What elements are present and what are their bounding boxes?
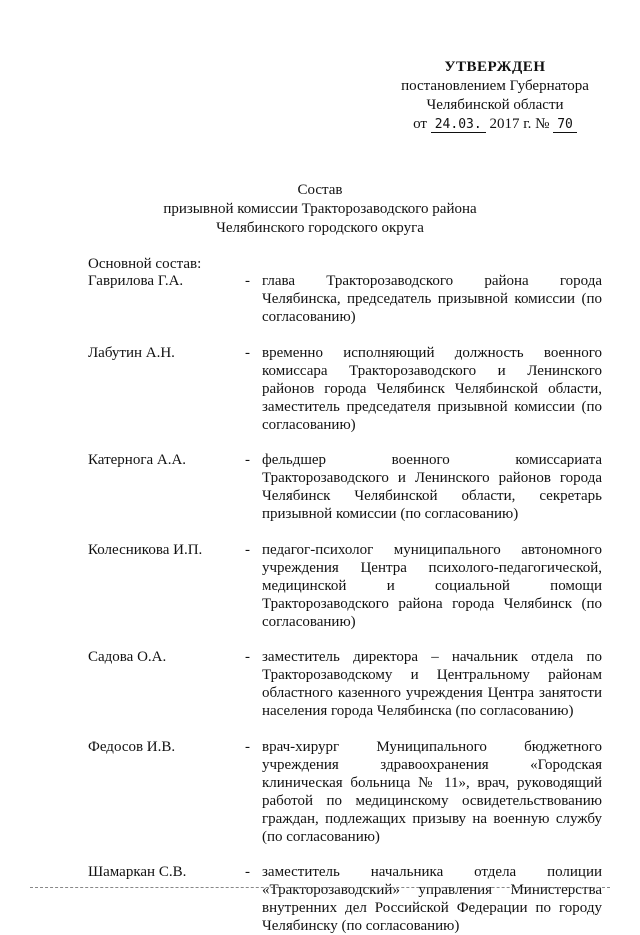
member-row <box>0 541 640 631</box>
member-name: Катернога А.А. <box>88 452 187 468</box>
member-description: педагог-психолог муниципального автономного учреждения Центра психолого-педагогической, медицинской и социальной помощи Тракторозаводского района города Челябинск (по согласованию) <box>262 542 602 630</box>
member-description: заместитель начальника отдела полиции «Тракторозаводский» управления Министерства внутренних дел Российской Федерации по городу Челябинску (по согласованию) <box>262 864 602 934</box>
member-name: Садова О.А. <box>88 649 167 665</box>
member-name: Федосов И.В. <box>88 739 176 755</box>
approval-block <box>380 58 610 134</box>
number-value: 70 <box>553 117 577 133</box>
member-row <box>0 738 640 846</box>
date-prefix: от <box>413 116 427 132</box>
member-row <box>0 272 640 326</box>
member-row <box>0 648 640 720</box>
member-row <box>0 344 640 434</box>
member-dash: - <box>245 864 250 880</box>
member-dash: - <box>245 542 250 558</box>
member-description: фельдшер военного комиссариата Тракторозаводского и Ленинского районов города Челябинск Челябинской области, секретарь призывной комиссии (по согласованию) <box>262 452 602 522</box>
member-row <box>0 863 640 935</box>
approval-date-line <box>380 115 610 134</box>
heading-line-3: Челябинского городского округа <box>216 220 424 236</box>
member-name: Колесникова И.П. <box>88 542 203 558</box>
heading-line-2: призывной комиссии Тракторозаводского района <box>163 201 477 217</box>
member-dash: - <box>245 452 250 468</box>
member-name: Лабутин А.Н. <box>88 345 175 361</box>
document-heading <box>0 181 640 238</box>
member-dash: - <box>245 739 250 755</box>
members-list <box>0 272 640 935</box>
year-text: 2017 г. № <box>489 116 550 132</box>
member-description: временно исполняющий должность военного комиссара Тракторозаводского и Ленинского районов города Челябинск Челябинской области, заместитель председателя призывной комиссии (по согласованию) <box>262 345 602 433</box>
member-description: заместитель директора – начальник отдела по Тракторозаводскому и Центральному районам областного казенного учреждения Центра занятости населения города Челябинска (по согласованию) <box>262 649 602 719</box>
approval-line-2: Челябинской области <box>426 97 564 113</box>
section-label: Основной состав: <box>88 256 202 272</box>
member-dash: - <box>245 345 250 361</box>
member-description: глава Тракторозаводского района города Челябинска, председатель призывной комиссии (по согласованию) <box>262 273 602 325</box>
member-dash: - <box>245 273 250 289</box>
member-description: врач-хирург Муниципального бюджетного учреждения здравоохранения «Городская клиническая больница № 11», врач, руководящий работой по медицинскому освидетельствованию граждан, подлежащих призыву на военную службу (по согласованию) <box>262 739 602 845</box>
date-value: 24.03. <box>431 117 486 133</box>
member-row <box>0 451 640 523</box>
heading-line-1: Состав <box>297 182 343 198</box>
member-name: Шамаркан С.В. <box>88 864 187 880</box>
approval-title: УТВЕРЖДЕН <box>444 59 546 75</box>
member-dash: - <box>245 649 250 665</box>
page-bottom-line <box>30 887 610 888</box>
member-name: Гаврилова Г.А. <box>88 273 184 289</box>
approval-line-1: постановлением Губернатора <box>401 78 589 94</box>
